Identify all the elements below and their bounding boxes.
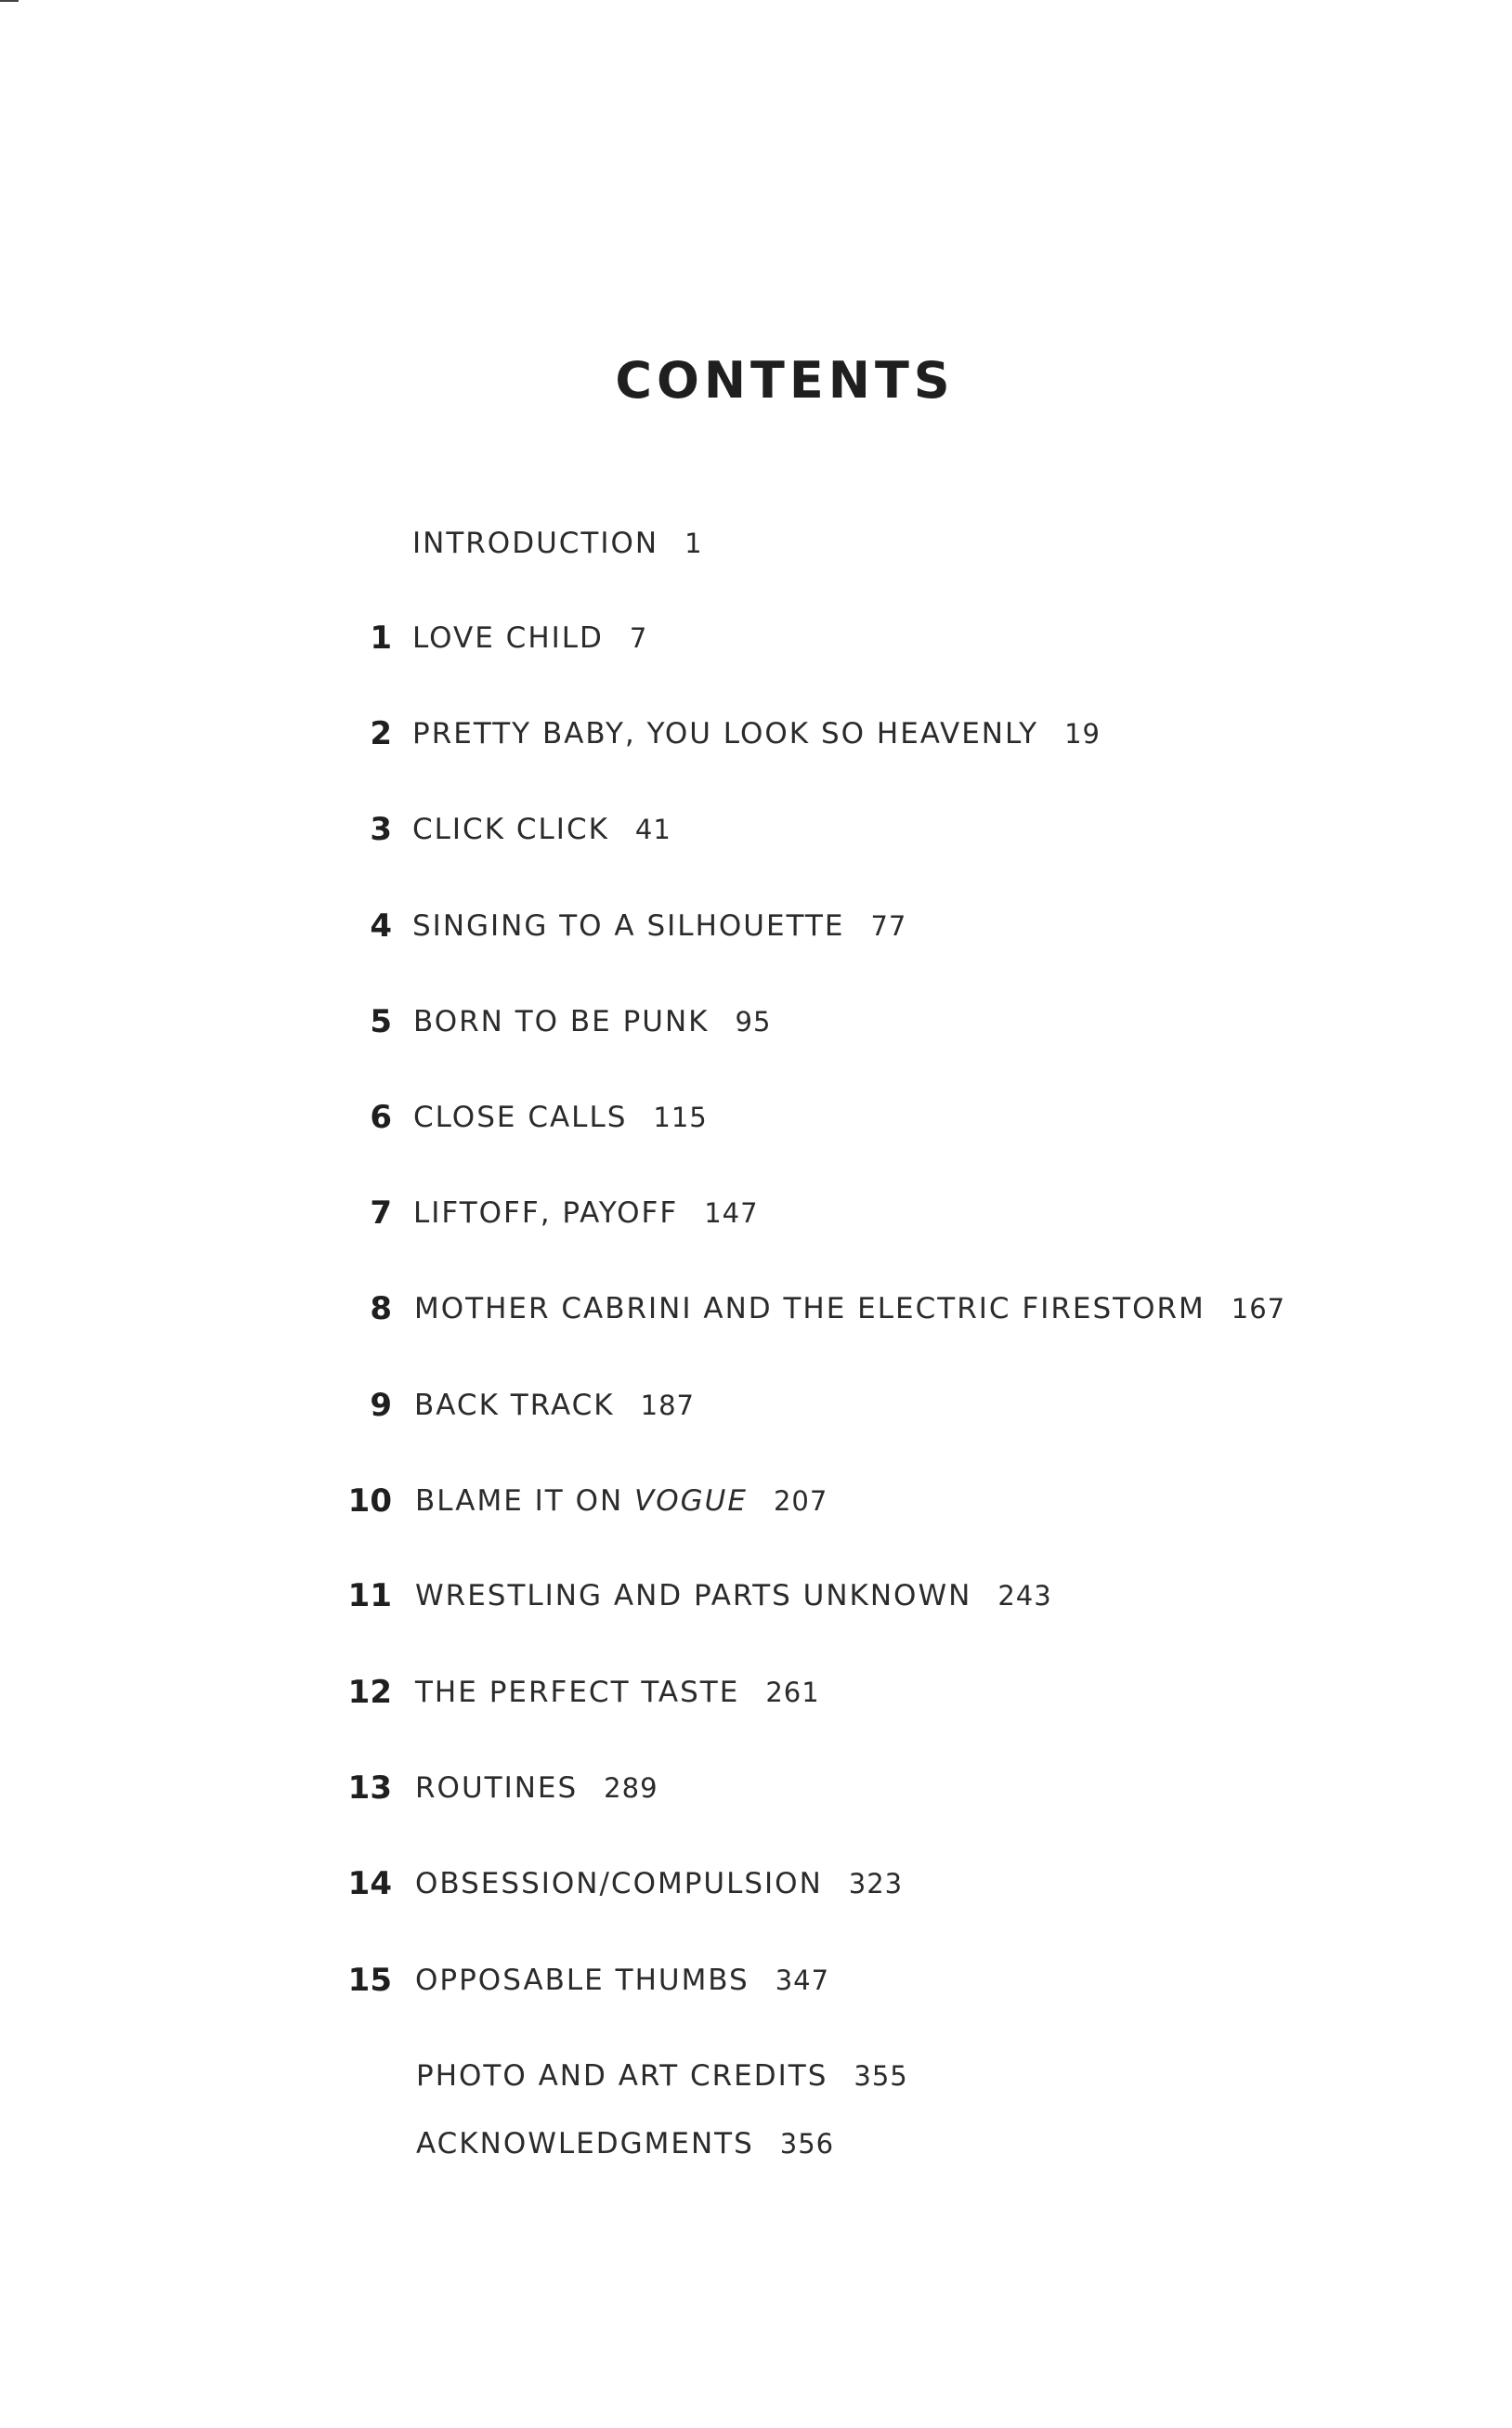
entry-page-number: 261: [765, 1677, 820, 1708]
chapter-number: 6: [370, 1099, 392, 1136]
toc-entry-chapter-3: [0, 806, 1512, 853]
chapter-number: 9: [370, 1387, 392, 1424]
toc-entry-chapter-6: [0, 1094, 1512, 1141]
entry-title: LOVE CHILD: [412, 621, 604, 655]
entry-title: CLICK CLICK: [412, 813, 609, 846]
chapter-number: 5: [370, 1003, 392, 1040]
entry-page-number: 41: [634, 814, 671, 845]
entry-title: INTRODUCTION: [412, 527, 659, 560]
entry-title: BACK TRACK: [414, 1389, 615, 1422]
entry-page-number: 355: [854, 2060, 908, 2092]
chapter-number: 3: [370, 811, 392, 848]
chapter-number: 7: [370, 1194, 392, 1232]
toc-entry-credits: [0, 2053, 1512, 2099]
entry-page-number: 187: [640, 1390, 695, 1421]
toc-entry-chapter-11: [0, 1573, 1512, 1619]
entry-title: CLOSE CALLS: [413, 1101, 628, 1134]
entry-page-number: 19: [1064, 718, 1101, 750]
entry-page-number: 356: [779, 2128, 835, 2160]
entry-title: PRETTY BABY, YOU LOOK SO HEAVENLY: [412, 717, 1039, 751]
chapter-number: 13: [347, 1769, 392, 1807]
entry-page-number: 95: [735, 1006, 772, 1038]
entry-page-number: 147: [704, 1197, 759, 1229]
entry-page-number: 207: [773, 1485, 828, 1517]
toc-entry-chapter-2: [0, 711, 1512, 757]
chapter-number: 14: [347, 1865, 392, 1902]
edge-mark: [0, 0, 19, 2]
chapter-number: 2: [370, 715, 392, 752]
toc-entry-chapter-5: [0, 999, 1512, 1045]
entry-title: PHOTO AND ART CREDITS: [416, 2059, 828, 2093]
toc-entry-chapter-10: [0, 1478, 1512, 1524]
entry-page-number: 243: [997, 1580, 1052, 1612]
entry-title-emphasis: VOGUE: [634, 1484, 748, 1518]
entry-title: ROUTINES: [415, 1771, 579, 1805]
entry-page-number: 7: [629, 622, 648, 654]
toc-entry-chapter-1: [0, 615, 1512, 661]
entry-page-number: 115: [653, 1102, 708, 1133]
entry-title: OPPOSABLE THUMBS: [415, 1964, 749, 1997]
entry-title: SINGING TO A SILHOUETTE: [412, 909, 845, 943]
toc-entry-chapter-13: [0, 1765, 1512, 1811]
entry-page-number: 323: [848, 1868, 904, 1899]
entry-page-number: 289: [604, 1772, 658, 1804]
entry-title-prefix: BLAME IT ON: [415, 1484, 624, 1518]
page-title: CONTENTS: [615, 351, 955, 410]
toc-entry-chapter-14: [0, 1860, 1512, 1907]
toc-entry-chapter-4: [0, 903, 1512, 949]
toc-entry-chapter-15: [0, 1957, 1512, 2004]
chapter-number: 12: [347, 1674, 392, 1711]
chapter-number: 8: [370, 1290, 392, 1327]
toc-entry-chapter-12: [0, 1669, 1512, 1716]
toc-entry-chapter-7: [0, 1190, 1512, 1236]
toc-entry-chapter-9: [0, 1382, 1512, 1429]
entry-title: LIFTOFF, PAYOFF: [413, 1196, 679, 1230]
entry-page-number: 167: [1231, 1293, 1286, 1325]
chapter-number: 15: [347, 1962, 392, 1999]
entry-title: BORN TO BE PUNK: [413, 1005, 710, 1038]
chapter-number: 1: [370, 620, 392, 657]
toc-entry-acknowledgments: [0, 2121, 1512, 2167]
toc-entry-chapter-8: [0, 1286, 1512, 1332]
entry-title: OBSESSION/COMPULSION: [415, 1867, 823, 1900]
entry-page-number: 77: [870, 910, 907, 942]
entry-title: [415, 1484, 748, 1518]
entry-page-number: 347: [775, 1965, 830, 1996]
toc-entry-introduction: [0, 520, 1512, 567]
entry-title: WRESTLING AND PARTS UNKNOWN: [415, 1579, 972, 1612]
chapter-number: 4: [370, 907, 392, 945]
chapter-number: 11: [347, 1577, 392, 1614]
entry-title: ACKNOWLEDGMENTS: [416, 2127, 754, 2160]
chapter-number: 10: [347, 1482, 392, 1520]
entry-title: MOTHER CABRINI AND THE ELECTRIC FIRESTORM: [414, 1292, 1206, 1325]
entry-page-number: 1: [684, 528, 703, 559]
entry-title: THE PERFECT TASTE: [415, 1676, 740, 1709]
